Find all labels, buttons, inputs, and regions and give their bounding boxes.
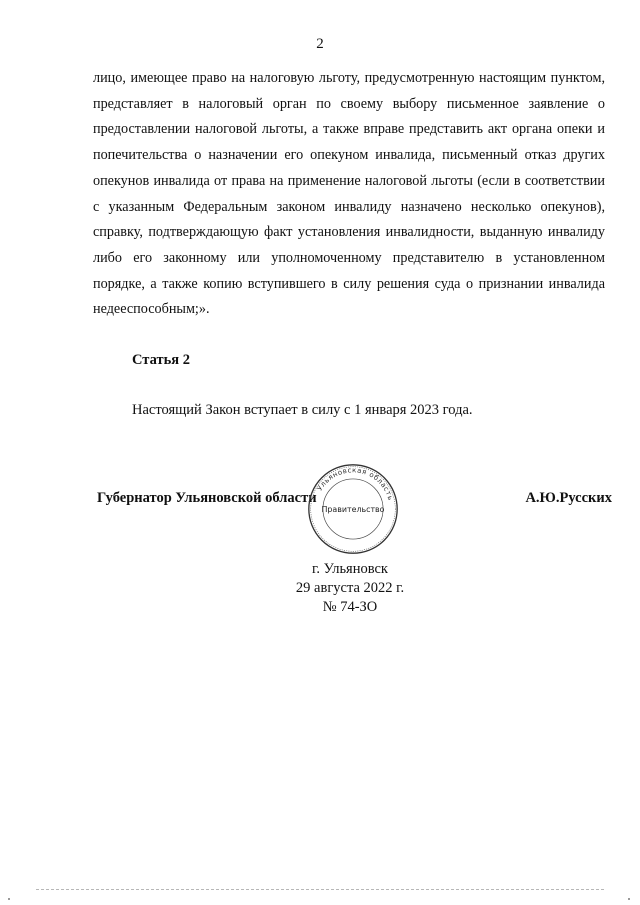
scan-artifact bbox=[8, 898, 10, 900]
svg-text:Ульяновская область bbox=[316, 466, 395, 501]
law-body-text bbox=[93, 66, 605, 323]
scan-border-bottom bbox=[36, 889, 604, 890]
issuance-date: 29 августа 2022 г. bbox=[295, 580, 405, 596]
article-heading: Статья 2 bbox=[132, 352, 190, 368]
issuance-place: г. Ульяновск bbox=[312, 561, 388, 577]
seal-ring-text: Ульяновская область bbox=[315, 466, 395, 502]
article-text: Настоящий Закон вступает в силу с 1 января 2023 года. bbox=[132, 402, 473, 418]
page-number: 2 bbox=[316, 36, 324, 52]
seal-center-text: Правительство bbox=[321, 504, 385, 514]
official-seal-stamp bbox=[306, 462, 400, 556]
signatory-name: А.Ю.Русских bbox=[525, 490, 612, 506]
paragraph: лицо, имеющее право на налоговую льготу, предусмотренную настоящим пунктом, представляет в налоговый орган по своему выбору письменное заявление о предоставлении налоговой льготы, а также вправе представить акт органа опеки и попечительства о назначении его опекуном инвалида, письменный отказ других опекунов инвалида от права на применение налоговой льготы (если в соответствии с указанным Федеральным законом инвалиду назначено несколько опекунов), справку, подтверждающую факт установления инвалидности, выданную инвалиду либо его законному или уполномоченному представителю в установленном порядке, а также копию вступившего в силу решения суда о признании инвалида недееспособным;». bbox=[93, 70, 605, 318]
scan-artifact bbox=[628, 898, 630, 900]
issuance-block bbox=[200, 560, 500, 617]
signatory-title: Губернатор Ульяновской области bbox=[97, 490, 317, 506]
law-number: № 74-ЗО bbox=[322, 599, 378, 615]
